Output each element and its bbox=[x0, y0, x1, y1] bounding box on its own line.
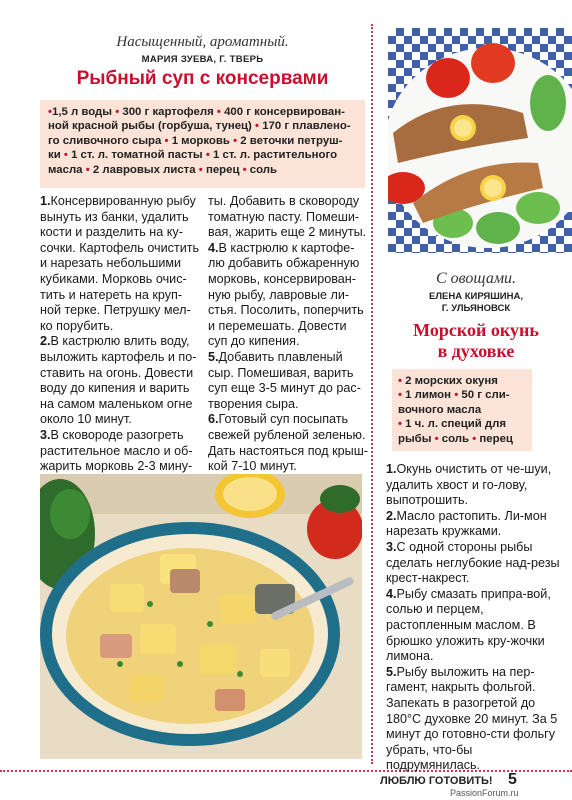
ingredient: ной красной рыбы (горбуша, тунец) bbox=[48, 120, 252, 133]
article1-tagline: Насыщенный, ароматный. bbox=[116, 34, 289, 50]
article2-tagline: С овощами. bbox=[435, 270, 517, 287]
article2-steps bbox=[386, 462, 566, 774]
step: ты. Добавить в сковороду томатную пасту. Помеши-вая, жарить еще 2 минуты. bbox=[208, 194, 367, 240]
ingredient: 1,5 л воды bbox=[52, 106, 113, 118]
step: 4.Рыбу смазать припра-вой, солью и перцем, растопленным маслом. В брюшко уложить кру-жочки лимона. bbox=[386, 586, 551, 664]
fish-photo bbox=[388, 28, 572, 253]
ingredient: ки bbox=[48, 149, 61, 162]
ingredient: 400 г консервирован- bbox=[224, 106, 345, 118]
article1-steps-col1 bbox=[40, 194, 200, 475]
step: 1.Консервированную рыбу вынуть из банки, удалить кости и разделить на ку-сочки. Картофель очистить и нарезать небольшими кубиками. Морковь очис-тить и натереть на круп-ной терке. Петрушку мел-ко порубить. bbox=[40, 194, 200, 333]
ingredient: 1 ст. л. растительного bbox=[213, 149, 338, 162]
page-number: 5 bbox=[508, 771, 517, 788]
ingredient: 1 ч. л. специй для bbox=[405, 418, 507, 431]
step: 5.Рыбу выложить на пер-гамент, накрыть фольгой. Запекать в разогретой до 180°С духовке 20 минут. За 5 минут до готовно-сти фольгу убрать, что-бы подрумянилась. bbox=[386, 664, 558, 773]
step: 4.В кастрюлю к картофе-лю добавить обжаренную морковь, консервирован-ную рыбу, лавровые ли-стья. Посолить, поперчить и перемешать. Довести суп до кипения. bbox=[208, 240, 364, 349]
ingredient: 2 веточки петруш- bbox=[240, 134, 343, 147]
step: 2.В кастрюлю влить воду, выложить картофель и по-ставить на огонь. Довести воду до кипения и варить на самом маленьком огне около 10 минут. bbox=[40, 334, 197, 427]
ingredient: соль bbox=[441, 432, 470, 445]
article2-ingredients-box: • 2 морских окуня • 1 лимон • 50 г сли- вочного масла • 1 ч. л. специй для рыбы • соль • перец bbox=[392, 369, 532, 451]
ingredient: 1 ст. л. томатной пасты bbox=[71, 149, 203, 162]
ingredient: рыбы bbox=[398, 432, 432, 445]
step: 3.В сковороде разогреть растительное масло и об-жарить морковь 2-3 мину- bbox=[40, 427, 193, 474]
article1-title: Рыбный суп с консервами bbox=[76, 68, 329, 89]
step: 5.Добавить плавленый сыр. Помешивая, варить суп еще 3-5 минут до рас-творения сыра. bbox=[208, 349, 361, 411]
step: 3.С одной стороны рыбы сделать неглубокие над-резы крест-накрест. bbox=[386, 539, 560, 586]
watermark: PassionForum.ru bbox=[450, 788, 519, 798]
step: 2.Масло растопить. Ли-мон нарезать кружками. bbox=[386, 508, 547, 539]
ingredient: 300 г картофеля bbox=[122, 106, 214, 118]
article1-author: МАРИЯ ЗУЕВА, Г. ТВЕРЬ bbox=[141, 54, 264, 65]
ingredient: 50 г сли- bbox=[461, 389, 510, 402]
step: 6.Готовый суп посыпать свежей рубленой зеленью. Дать настояться под крыш-кой 7-10 минут. bbox=[208, 412, 368, 474]
magazine-name: ЛЮБЛЮ ГОТОВИТЬ! bbox=[380, 775, 493, 787]
article2-title: Морской окунь в духовке bbox=[413, 320, 539, 361]
ingredient: 1 лимон bbox=[405, 389, 452, 402]
ingredient: 170 г плавлено- bbox=[262, 120, 351, 133]
ingredient: перец bbox=[205, 163, 240, 176]
column-divider bbox=[371, 24, 373, 764]
article2-author: ЕЛЕНА КИРЯШИНА, Г. УЛЬЯНОВСК bbox=[429, 291, 523, 314]
ingredient: перец bbox=[479, 432, 513, 445]
article1-steps-col2 bbox=[208, 194, 368, 475]
ingredient: соль bbox=[249, 163, 278, 176]
step: 1.Окунь очистить от че-шуи, удалить хвост и го-лову, выпотрошить. bbox=[386, 462, 552, 508]
ingredient: вочного масла bbox=[398, 403, 482, 416]
ingredient: 2 морских окуня bbox=[405, 375, 498, 387]
ingredient: 1 морковь bbox=[171, 134, 230, 147]
article1-ingredients-box: •1,5 л воды • 300 г картофеля • 400 г консервирован- ной красной рыбы (горбуша, тунец) • 170 г плавлено- го сливочного сыра • 1 морковь • 2 веточки петруш- ки • 1 ст. л. томатной пасты • 1 ст. л. растительного масла • 2 лавровых листа • перец • соль bbox=[40, 100, 365, 188]
soup-photo bbox=[40, 474, 362, 759]
ingredient: 2 лавровых листа bbox=[92, 163, 196, 176]
ingredient: масла bbox=[48, 163, 83, 176]
ingredient: го сливочного сыра bbox=[48, 134, 162, 147]
